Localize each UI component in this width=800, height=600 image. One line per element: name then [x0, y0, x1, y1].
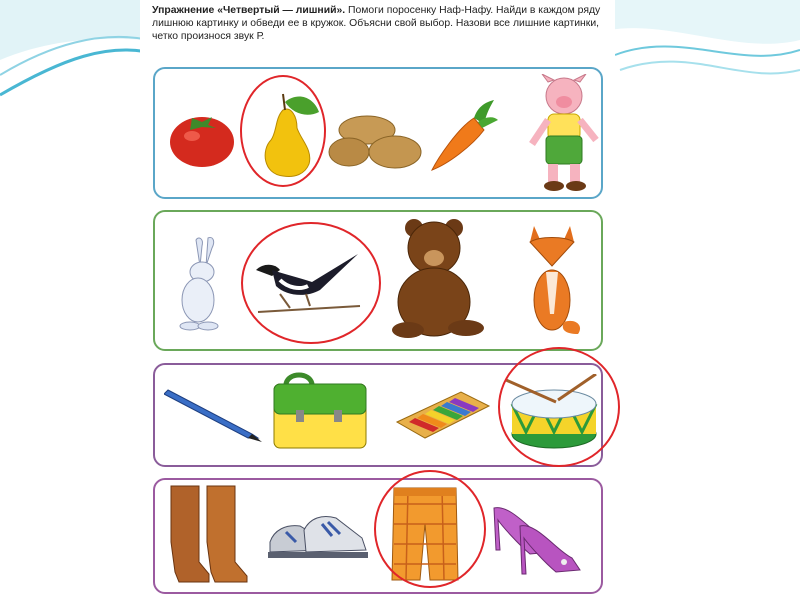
circle-mark-pear	[240, 75, 326, 187]
instructions	[152, 4, 614, 43]
exercise-title: Упражнение «Четвертый — лишний».	[152, 5, 346, 16]
circle-mark-drum	[498, 347, 620, 467]
sneakers-image	[266, 506, 370, 568]
bear-image	[388, 216, 488, 340]
school-bag-image	[270, 372, 370, 452]
shoes-image	[490, 500, 586, 580]
tomato-image	[168, 108, 236, 168]
circle-mark-shorts	[374, 470, 486, 588]
pen-image	[164, 384, 264, 444]
boots-image	[165, 482, 253, 586]
circle-mark-magpie	[241, 222, 381, 344]
hare-image	[168, 236, 230, 332]
pig-character-image	[528, 74, 604, 192]
fox-image	[520, 222, 584, 336]
potatoes-image	[327, 108, 427, 174]
exercise-text: Помоги поросенку Наф-Нафу. Найди в каждом ряду лишнюю картинку и обведи ее в кружок. Объясни свой выбор. Назови все лишние картинки, четко произнося звук Р.	[152, 5, 601, 42]
carrot-image	[428, 98, 498, 172]
pencil-box-image	[395, 388, 491, 444]
